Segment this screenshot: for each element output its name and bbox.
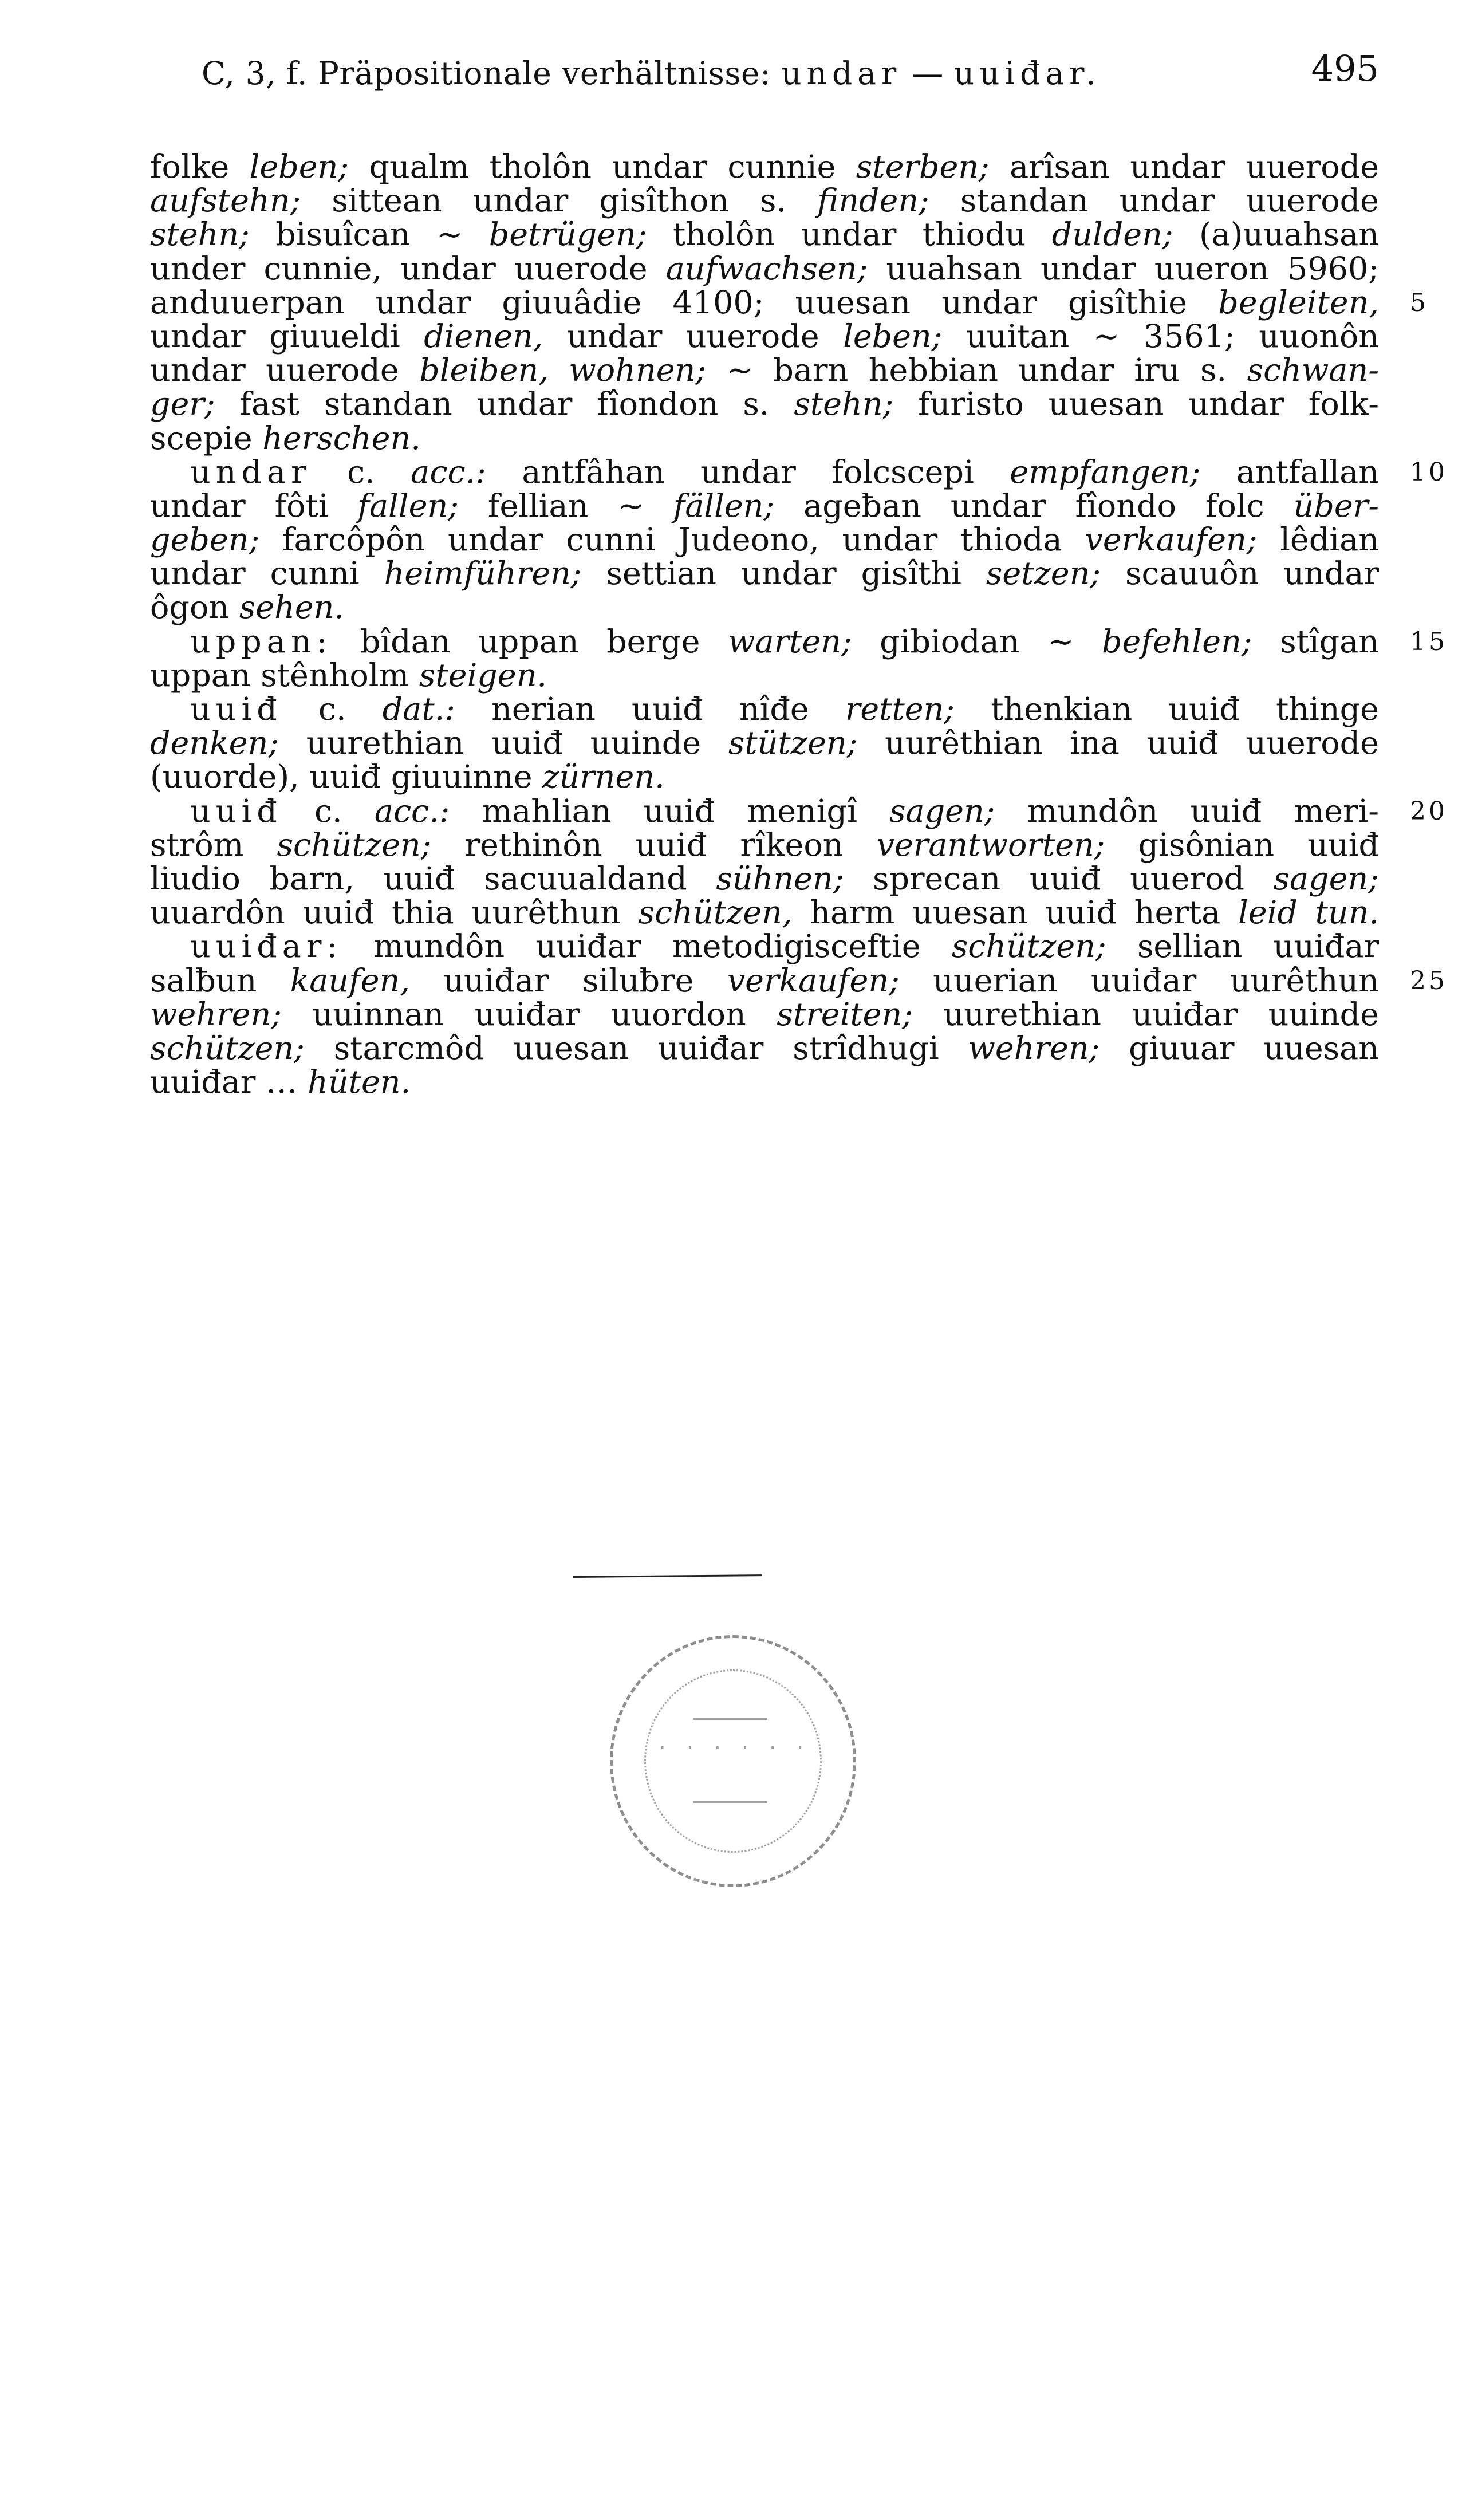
text-line: [150, 555, 1379, 593]
old-saxon-text: ageƀan undar fîondo folc: [774, 487, 1294, 525]
german-gloss: dienen,: [424, 317, 543, 355]
text-line: [150, 317, 1380, 355]
german-gloss: warten;: [727, 623, 852, 660]
german-gloss: verkaufen;: [727, 962, 900, 999]
old-saxon-text: scepie: [150, 419, 263, 457]
old-saxon-text: arîsan undar uuerode: [989, 148, 1379, 186]
text-line: [150, 928, 1379, 966]
old-saxon-text: (uuorde), uuiđ giuuinne: [150, 758, 543, 796]
german-gloss: begleiten,: [1218, 284, 1379, 321]
old-saxon-text: folke: [150, 148, 250, 186]
german-gloss: stehn;: [150, 216, 250, 254]
page-number: 495: [1311, 48, 1379, 89]
old-saxon-text: uuiđar siluƀre: [409, 962, 727, 999]
old-saxon-text: gibiodan ∼: [852, 623, 1102, 660]
german-gloss: heimführen;: [384, 555, 582, 593]
german-gloss: finden;: [817, 182, 929, 220]
old-saxon-text: sittean undar gisîthon s.: [301, 182, 818, 220]
stamp-inner-ring: [644, 1670, 822, 1853]
library-stamp-icon: [610, 1635, 856, 1887]
text-line: [150, 760, 1379, 794]
text-line: [150, 284, 1429, 321]
old-saxon-text: tholôn undar thiodu: [647, 216, 1052, 254]
preposition-heading: uppan:: [190, 623, 333, 660]
line-content: [150, 862, 1379, 896]
old-saxon-text: uurêthian ina uuiđ uuerode: [857, 724, 1380, 762]
old-saxon-text: uuinnan uuiđar uuordon: [281, 995, 777, 1033]
old-saxon-text: nerian uuiđ nîđe: [455, 691, 845, 728]
german-gloss: aufwachsen;: [665, 250, 868, 288]
horizontal-rule: [573, 1574, 762, 1578]
text-line: [150, 1031, 1379, 1065]
stamp-line: [693, 1801, 767, 1803]
german-gloss: sehen.: [239, 589, 345, 627]
preposition-heading: uuiđar:: [190, 928, 343, 966]
old-saxon-text: gisônian uuiđ: [1105, 826, 1379, 864]
old-saxon-text: antfallan: [1200, 453, 1379, 491]
old-saxon-text: uppan stênholm: [150, 656, 419, 694]
text-line: [150, 995, 1379, 1033]
old-saxon-text: (a)uuahsan: [1173, 216, 1379, 254]
old-saxon-text: c.: [282, 792, 375, 830]
line-content: [190, 692, 1379, 726]
old-saxon-text: uuiđar …: [150, 1064, 308, 1101]
old-saxon-text: ôgon: [150, 589, 239, 627]
german-gloss: schützen;: [277, 826, 432, 864]
german-gloss: befehlen;: [1102, 623, 1252, 660]
old-saxon-text: mundôn uuiđar metodigisceftie: [342, 928, 952, 966]
line-content: [190, 625, 1379, 659]
old-saxon-text: undar fôti: [150, 487, 358, 525]
text-line: [150, 150, 1379, 184]
german-gloss: geben;: [150, 521, 260, 559]
preposition-heading: uuiđ: [190, 792, 282, 830]
old-saxon-text: mahlian uuiđ menigî: [450, 792, 890, 830]
line-content: [150, 828, 1379, 862]
german-gloss: streiten;: [777, 995, 913, 1033]
german-gloss: acc.:: [374, 792, 450, 830]
german-gloss: über-: [1293, 487, 1379, 525]
line-content: [190, 455, 1379, 489]
line-content: [150, 896, 1379, 930]
old-saxon-text: antfâhan undar folcscepi: [486, 453, 1010, 491]
german-gloss: leben;: [249, 148, 349, 186]
line-number: 25: [1410, 966, 1448, 995]
german-gloss: fallen;: [357, 487, 459, 525]
text-line: [150, 656, 1379, 694]
text-line: [150, 523, 1379, 557]
german-gloss: wehren;: [150, 995, 282, 1033]
old-saxon-text: strôm: [150, 826, 277, 864]
german-gloss: zürnen.: [542, 758, 665, 796]
line-content: [150, 589, 1379, 627]
german-gloss: schützen;: [150, 1029, 305, 1067]
old-saxon-text: uurethian uuiđar uuinde: [912, 995, 1379, 1033]
german-gloss: betrügen;: [488, 216, 647, 254]
text-line: [150, 692, 1379, 726]
old-saxon-text: bisuîcan ∼: [249, 216, 489, 254]
german-gloss: herschen.: [262, 419, 421, 457]
text-line: [150, 184, 1379, 218]
old-saxon-text: thenkian uuiđ thinge: [955, 691, 1379, 728]
text-line: [150, 1065, 1379, 1099]
text-line: [150, 387, 1379, 421]
german-gloss: hüten.: [308, 1064, 411, 1101]
line-content: [150, 489, 1379, 523]
text-line: [150, 252, 1379, 286]
line-content: [150, 555, 1379, 593]
line-content: [150, 760, 1379, 794]
old-saxon-text: qualm tholôn undar cunnie: [349, 148, 856, 186]
old-saxon-text: starcmôd uuesan uuiđar strîdhugi: [304, 1029, 968, 1067]
old-saxon-text: settian undar gisîthi: [581, 555, 986, 593]
running-title: [202, 50, 1101, 96]
german-gloss: acc.:: [411, 453, 486, 491]
old-saxon-text: c.: [311, 453, 411, 491]
german-gloss: empfangen;: [1010, 453, 1201, 491]
old-saxon-text: harm uuesan uuiđ herta: [792, 894, 1238, 932]
german-gloss: sagen;: [1273, 860, 1379, 897]
title-word-uuidar: uuiđar.: [953, 55, 1101, 92]
german-gloss: kaufen,: [290, 962, 410, 999]
old-saxon-text: rethinôn uuiđ rîkeon: [431, 826, 877, 864]
german-gloss: schützen,: [638, 894, 793, 932]
running-header: [202, 50, 1379, 96]
old-saxon-text: undar giuueldi: [150, 317, 424, 355]
old-saxon-text: sellian uuiđar: [1106, 928, 1379, 966]
line-number: 15: [1410, 627, 1448, 656]
old-saxon-text: furisto uuesan undar folk-: [893, 385, 1380, 423]
german-gloss: verantworten;: [876, 826, 1105, 864]
old-saxon-text: anduuerpan undar giuuâdie 4100; uuesan undar gisîthie: [150, 284, 1219, 321]
old-saxon-text: lêdian: [1257, 521, 1379, 559]
german-gloss: stehn;: [794, 385, 894, 423]
german-gloss: dulden;: [1051, 216, 1173, 254]
old-saxon-text: fast standan undar fîondon s.: [215, 385, 794, 423]
preposition-heading: uuiđ: [190, 691, 282, 728]
text-line: [150, 792, 1448, 830]
old-saxon-text: salƀun: [150, 962, 290, 999]
text-line: [150, 489, 1379, 523]
german-gloss: retten;: [845, 691, 955, 728]
text-line: [150, 962, 1448, 999]
line-content: [150, 656, 1379, 694]
german-gloss: sühnen;: [716, 860, 844, 897]
text-line: [150, 828, 1379, 862]
line-content: [150, 1065, 1379, 1099]
line-content: [150, 1031, 1379, 1065]
text-line: [150, 896, 1379, 930]
line-content: [150, 353, 1379, 387]
old-saxon-text: giuuar uuesan: [1100, 1029, 1379, 1067]
body-text: [150, 148, 1448, 1101]
old-saxon-text: uuerian uuiđar uurêthun: [899, 962, 1379, 999]
text-line: [150, 419, 1379, 457]
german-gloss: sagen;: [889, 792, 995, 830]
old-saxon-text: liudio barn, uuiđ sacuualdand: [150, 860, 716, 897]
title-prefix: C, 3, f. Präpositionale verhältnisse:: [202, 55, 771, 92]
old-saxon-text: fellian ∼: [458, 487, 673, 525]
text-line: [150, 726, 1379, 760]
line-content: [150, 286, 1379, 320]
old-saxon-text: scauuôn undar: [1101, 555, 1379, 593]
old-saxon-text: stîgan: [1252, 623, 1379, 660]
old-saxon-text: c.: [282, 691, 383, 728]
old-saxon-text: bîdan uppan berge: [332, 623, 728, 660]
old-saxon-text: undar uuerode: [543, 317, 844, 355]
line-number: 5: [1410, 288, 1429, 317]
german-gloss: schwan-: [1247, 352, 1379, 389]
german-gloss: denken;: [150, 724, 279, 762]
line-content: [190, 794, 1379, 828]
line-content: [150, 964, 1379, 998]
line-number: 20: [1410, 796, 1448, 826]
text-line: [150, 353, 1379, 387]
german-gloss: schützen;: [951, 928, 1106, 966]
old-saxon-text: uuardôn uuiđ thia uurêthun: [150, 894, 639, 932]
german-gloss: aufstehn;: [150, 182, 301, 220]
line-content: [150, 150, 1379, 184]
german-gloss: stützen;: [728, 724, 858, 762]
old-saxon-text: farcôpôn undar cunni Judeono, undar thioda: [259, 521, 1085, 559]
german-gloss: verkaufen;: [1085, 521, 1258, 559]
title-dash: —: [912, 55, 944, 92]
old-saxon-text: undar uuerode: [150, 352, 420, 389]
text-line: [150, 862, 1379, 896]
old-saxon-text: standan undar uuerode: [929, 182, 1379, 220]
line-content: [150, 184, 1379, 218]
old-saxon-text: uurethian uuiđ uuinde: [279, 724, 728, 762]
line-content: [150, 523, 1379, 557]
line-content: [190, 928, 1379, 966]
old-saxon-text: uuahsan undar uueron 5960;: [868, 250, 1379, 288]
line-content: [150, 726, 1379, 760]
stamp-line: [693, 1718, 767, 1720]
old-saxon-text: uuitan ∼ 3561; uuonôn: [942, 317, 1380, 355]
german-gloss: sterben;: [856, 148, 990, 186]
old-saxon-text: ∼ barn hebbian undar iru s.: [706, 352, 1247, 389]
german-gloss: fällen;: [673, 487, 775, 525]
old-saxon-text: under cunnie, undar uuerode: [150, 250, 666, 288]
line-number: 10: [1410, 457, 1448, 487]
preposition-heading: undar: [190, 453, 312, 491]
text-line: [150, 453, 1448, 491]
german-gloss: steigen.: [419, 656, 547, 694]
old-saxon-text: sprecan uuiđ uuerod: [844, 860, 1274, 897]
text-line: [150, 589, 1379, 627]
line-content: [150, 387, 1379, 421]
text-line: [150, 216, 1379, 254]
old-saxon-text: undar cunni: [150, 555, 384, 593]
german-gloss: dat.:: [382, 691, 456, 728]
title-word-undar: undar: [781, 55, 902, 92]
german-gloss: leid tun.: [1238, 894, 1379, 932]
german-gloss: wehren;: [968, 1029, 1100, 1067]
german-gloss: ger;: [150, 385, 215, 423]
line-content: [150, 252, 1379, 286]
stamp-text: · · · · · ·: [657, 1738, 809, 1758]
text-line: [150, 623, 1448, 660]
line-content: [150, 317, 1380, 355]
german-gloss: bleiben, wohnen;: [419, 352, 706, 389]
old-saxon-text: mundôn uuiđ meri-: [995, 792, 1380, 830]
german-gloss: leben;: [843, 317, 943, 355]
line-content: [150, 216, 1379, 254]
line-content: [150, 419, 1379, 457]
german-gloss: setzen;: [986, 555, 1101, 593]
line-content: [150, 995, 1379, 1033]
